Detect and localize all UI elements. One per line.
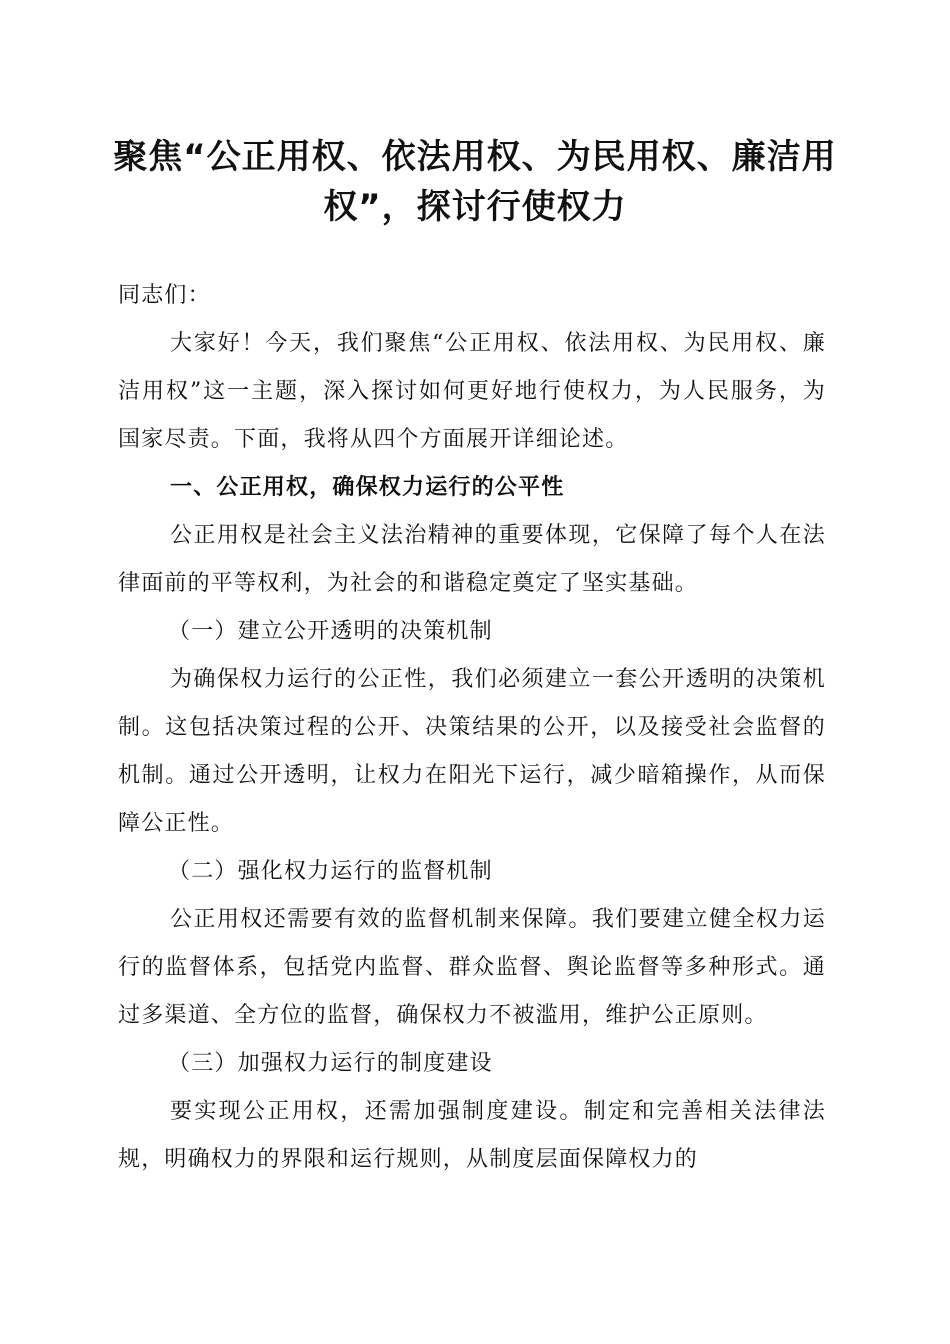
subsection-paragraph-1: 为确保权力运行的公正性，我们必须建立一套公开透明的决策机制。这包括决策过程的公开、决策结果的公开，以及接受社会监督的机制。通过公开透明，让权力在阳光下运行，减少暗箱操作，从而保障公正性。 [118,667,826,836]
section-paragraph-1: 公正用权是社会主义法治精神的重要体现，它保障了每个人在法律面前的平等权利，为社会的和谐稳定奠定了坚实基础。 [118,523,826,596]
section-heading-1: 一、公正用权，确保权力运行的公平性 [170,475,565,500]
subsection-paragraph-2: 公正用权还需要有效的监督机制来保障。我们要建立健全权力运行的监督体系，包括党内监督、群众监督、舆论监督等多种形式。通过多渠道、全方位的监督，确保权力不被滥用，维护公正原则。 [118,907,826,1028]
subsection-heading-3: （三）加强权力运行的制度建设 [168,1051,493,1076]
subsection-paragraph-3: 要实现公正用权，还需加强制度建设。制定和完善相关法律法规，明确权力的界限和运行规则，从制度层面保障权力的 [118,1099,826,1172]
salutation: 同志们： [118,283,211,308]
document-title: 聚焦“公正用权、依法用权、为民用权、廉洁用权”，探讨行使权力 [113,137,837,227]
intro-paragraph: 大家好！今天，我们聚焦“公正用权、依法用权、为民用权、廉洁用权”这一主题，深入探讨如何更好地行使权力，为人民服务，为国家尽责。下面，我将从四个方面展开详细论述。 [118,331,826,452]
document-body [118,272,826,1184]
subsection-heading-1: （一）建立公开透明的决策机制 [168,619,493,644]
subsection-heading-2: （二）强化权力运行的监督机制 [168,859,493,884]
